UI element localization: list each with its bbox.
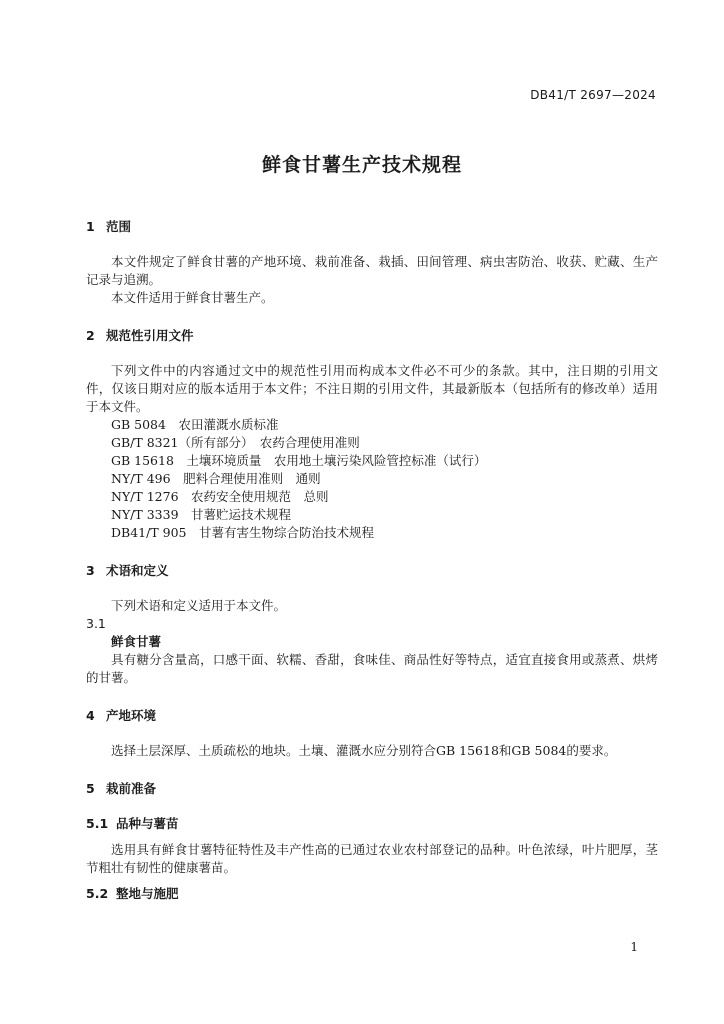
reference-item: DB41/T 905 甘薯有害生物综合防治技术规程: [111, 525, 374, 540]
reference-item: NY/T 1276 农药安全使用规范 总则: [111, 489, 329, 504]
subsection-number: 5.2: [86, 886, 109, 901]
document-number: DB41/T 2697—2024: [530, 88, 656, 102]
section-heading-environment: [86, 707, 658, 725]
subsection-number: 5.1: [86, 816, 109, 831]
reference-item: NY/T 3339 甘薯贮运技术规程: [111, 507, 292, 522]
page-number: 1: [630, 940, 638, 954]
section-number: 1: [86, 219, 95, 234]
term-definition: 具有糖分含量高，口感干面、软糯、香甜，食味佳、商品性好等特点，适宜直接食用或蒸煮、烘烤的甘薯。: [86, 652, 658, 685]
section-number: 2: [86, 328, 95, 343]
section-number: 4: [86, 708, 95, 723]
paragraph: 本文件适用于鲜食甘薯生产。: [111, 290, 274, 305]
section-title: 术语和定义: [106, 563, 169, 578]
section-heading-preparation: [86, 780, 658, 798]
term-number: 3.1: [86, 616, 106, 631]
section-title: 范围: [106, 219, 132, 234]
paragraph: 选择土层深厚、土质疏松的地块。土壤、灌溉水应分别符合GB 15618和GB 5084的要求。: [111, 743, 617, 758]
paragraph: 本文件规定了鲜食甘薯的产地环境、栽前准备、栽插、田间管理、病虫害防治、收获、贮藏、生产记录与追溯。: [86, 254, 658, 287]
section-title: 规范性引用文件: [106, 328, 194, 343]
subsection-heading-soil-preparation: [86, 885, 658, 903]
subsection-title: 品种与薯苗: [116, 816, 179, 831]
section-heading-terms: [86, 562, 658, 580]
paragraph: 下列文件中的内容通过文中的规范性引用而构成本文件必不可少的条款。其中，注日期的引用文件，仅该日期对应的版本适用于本文件；不注日期的引用文件，其最新版本（包括所有的修改单）适用于本文件。: [86, 363, 658, 414]
term-name: 鲜食甘薯: [111, 634, 162, 649]
reference-item: NY/T 496 肥料合理使用准则 通则: [111, 471, 321, 486]
section-heading-normative-references: [86, 327, 658, 345]
paragraph: 下列术语和定义适用于本文件。: [111, 598, 287, 613]
section-number: 3: [86, 563, 95, 578]
document-body: [86, 218, 658, 903]
document-title: 鲜食甘薯生产技术规程: [261, 154, 462, 176]
reference-item: GB 15618 土壤环境质量 农用地土壤污染风险管控标准（试行）: [111, 453, 487, 468]
reference-item: GB 5084 农田灌溉水质标准: [111, 417, 279, 432]
subsection-title: 整地与施肥: [116, 886, 179, 901]
section-number: 5: [86, 781, 95, 796]
subsection-heading-varieties: [86, 815, 658, 833]
section-title: 产地环境: [106, 708, 157, 723]
section-title: 栽前准备: [106, 781, 157, 796]
reference-item: GB/T 8321（所有部分） 农药合理使用准则: [111, 435, 360, 450]
paragraph: 选用具有鲜食甘薯特征特性及丰产性高的已通过农业农村部登记的品种。叶色浓绿，叶片肥厚，茎节粗壮有韧性的健康薯苗。: [86, 842, 658, 875]
section-heading-scope: [86, 218, 658, 236]
